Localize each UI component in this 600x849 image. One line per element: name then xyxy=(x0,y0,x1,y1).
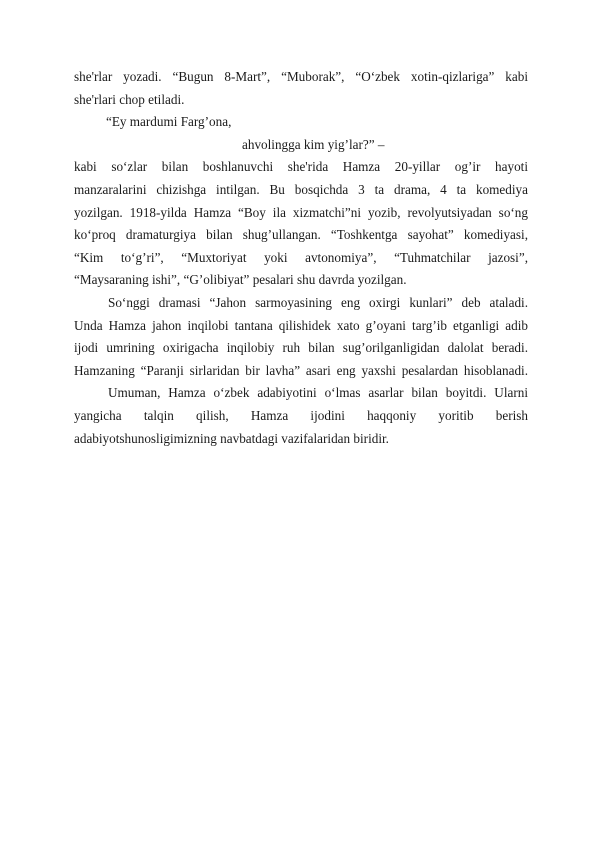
text-line: Hamzaning “Paranji sirlaridan bir lavha” asari eng yaxshi pesalardan hisoblanadi. xyxy=(74,362,528,378)
paragraph-first-line: Umuman, Hamza o‘zbek adabiyotini o‘lmas asarlar bilan boyitdi. Ularni xyxy=(108,385,528,401)
text-line: yozilgan. 1918-yilda Hamza “Boy ila xizmatchi”ni yozib, revolyutsiyadan so‘ng xyxy=(74,204,528,220)
text-line: Unda Hamza jahon inqilobi tantana qilishidek xato g’oyani targ’ib etganligi adib xyxy=(74,317,528,333)
text-line: she'rlari chop etiladi. xyxy=(74,91,185,107)
text-line: “Maysaraning ishi”, “G’olibiyat” pesalari shu davrda yozilgan. xyxy=(74,272,407,288)
text-line: “Kim to‘g’ri”, “Muxtoriyat yoki avtonomiya”, “Tuhmatchilar jazosi”, xyxy=(74,249,528,265)
text-line: ijodi umrining oxirigacha inqilobiy ruh bilan sug’orilganligidan dalolat beradi. xyxy=(74,340,528,356)
text-line: ko‘proq dramaturgiya bilan shug’ullangan. “Toshkentga sayohat” komediyasi, xyxy=(74,227,528,243)
body-text xyxy=(74,66,528,450)
verse-line: “Ey mardumi Farg’ona, xyxy=(106,114,232,130)
text-line: she'rlar yozadi. “Bugun 8-Mart”, “Muborak”, “O‘zbek xotin-qizlariga” kabi xyxy=(74,69,528,84)
paragraph-first-line: So‘nggi dramasi “Jahon sarmoyasining eng oxirgi kunlari” deb ataladi. xyxy=(108,294,528,310)
text-line: yangicha talqin qilish, Hamza ijodini haqqoniy yoritib berish xyxy=(74,407,528,423)
text-line: kabi so‘zlar bilan boshlanuvchi she'rida Hamza 20-yillar og’ir hayoti xyxy=(74,159,528,175)
text-line: adabiyotshunosligimizning navbatdagi vazifalaridan biridir. xyxy=(74,430,389,446)
verse-line: ahvolingga kim yig’lar?” – xyxy=(242,136,385,152)
text-line: manzaralarini chizishga intilgan. Bu bosqichda 3 ta drama, 4 ta komediya xyxy=(74,181,528,197)
